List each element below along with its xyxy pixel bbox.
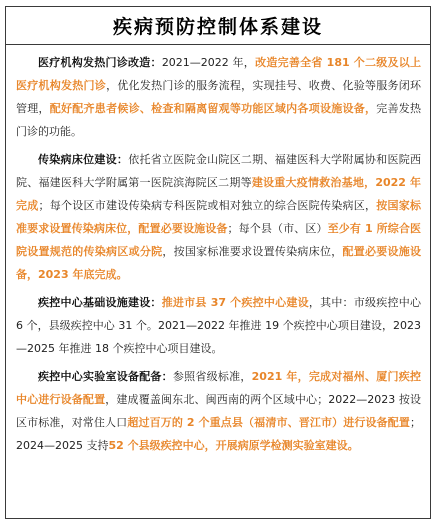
page-title: 疾病预防控制体系建设: [112, 16, 323, 38]
info-card: [5, 6, 431, 519]
paragraph-highlight: 超过百万的 2 个重点县（福清市、晋江市）进行设备配置: [127, 416, 411, 429]
paragraph-text: ；每个设区市建设传染病专科医院或相对独立的综合医院传染病区，: [38, 199, 377, 212]
paragraph-highlight: 配好配齐患者候诊、检查和隔离留观等功能区域内各项设施设备，: [49, 102, 377, 115]
paragraph-text: 依托省立医院金山院区二期、福建医科大学附属协和医院西院、福建医科大学附属第一医院滨海院区二期等: [16, 153, 422, 189]
paragraph-cdc-lab-equipment: [16, 365, 421, 457]
paragraph-lead: 疾控中心基础设施建设：: [38, 296, 162, 309]
title-bar: [6, 7, 430, 45]
paragraph-highlight: 改造完善全省 181 个二级及以上医疗机构发热门诊: [16, 56, 421, 92]
paragraph-infectious-beds: [16, 148, 421, 286]
paragraph-highlight: 推进市县 37 个疾控中心建设: [161, 296, 309, 309]
paragraph-highlight: 配置必要设施设备，2023 年底完成。: [16, 245, 422, 281]
paragraph-text: 完善发热门诊的功能。: [16, 102, 422, 138]
paragraph-highlight: 2021 年，完成对福州、厦门疾控中心进行设备配置: [16, 370, 422, 406]
paragraph-highlight: 按国家标准要求设置传染病床位，配置必要设施设备: [16, 199, 422, 235]
paragraph-highlight: 至少有 1 所综合医院设置规范的传染病区或分院: [16, 222, 422, 258]
paragraph-highlight: 建设重大疫情救治基地，2022 年完成: [16, 176, 422, 212]
paragraph-text: ；每个县（市、区）: [227, 222, 328, 235]
paragraph-text: ，其中：市级疾控中心 6 个，县级疾控中心 31 个。2021—2022 年推进 19 个疾控中心项目建设，2023—2025 年推进 18 个疾控中心项目建设。: [16, 296, 422, 355]
paragraph-text: 参照省级标准，: [172, 370, 252, 383]
paragraph-text: 2021—2022 年，: [161, 56, 256, 69]
paragraph-lead: 传染病床位建设：: [38, 153, 129, 166]
paragraph-text: ；2024—2025 支持: [16, 416, 422, 452]
paragraph-cdc-infrastructure: [16, 291, 421, 360]
paragraph-lead: 医疗机构发热门诊改造：: [38, 56, 162, 69]
paragraph-lead: 疾控中心实验室设备配备：: [38, 370, 173, 383]
content-body: [16, 51, 421, 462]
paragraph-text: ，按国家标准要求设置传染病床位，: [162, 245, 343, 258]
paragraph-text: ，优化发热门诊的服务流程，实现挂号、收费、化验等服务闭环管理，: [16, 79, 422, 115]
paragraph-highlight: 52 个县级疾控中心，开展病原学检测实验室建设。: [108, 439, 359, 452]
paragraph-text: ，建成覆盖闽东北、闽西南的两个区域中心；2022—2023 按设区市标准，对常住人口: [16, 393, 422, 429]
paragraph-fever-clinic: [16, 51, 421, 143]
